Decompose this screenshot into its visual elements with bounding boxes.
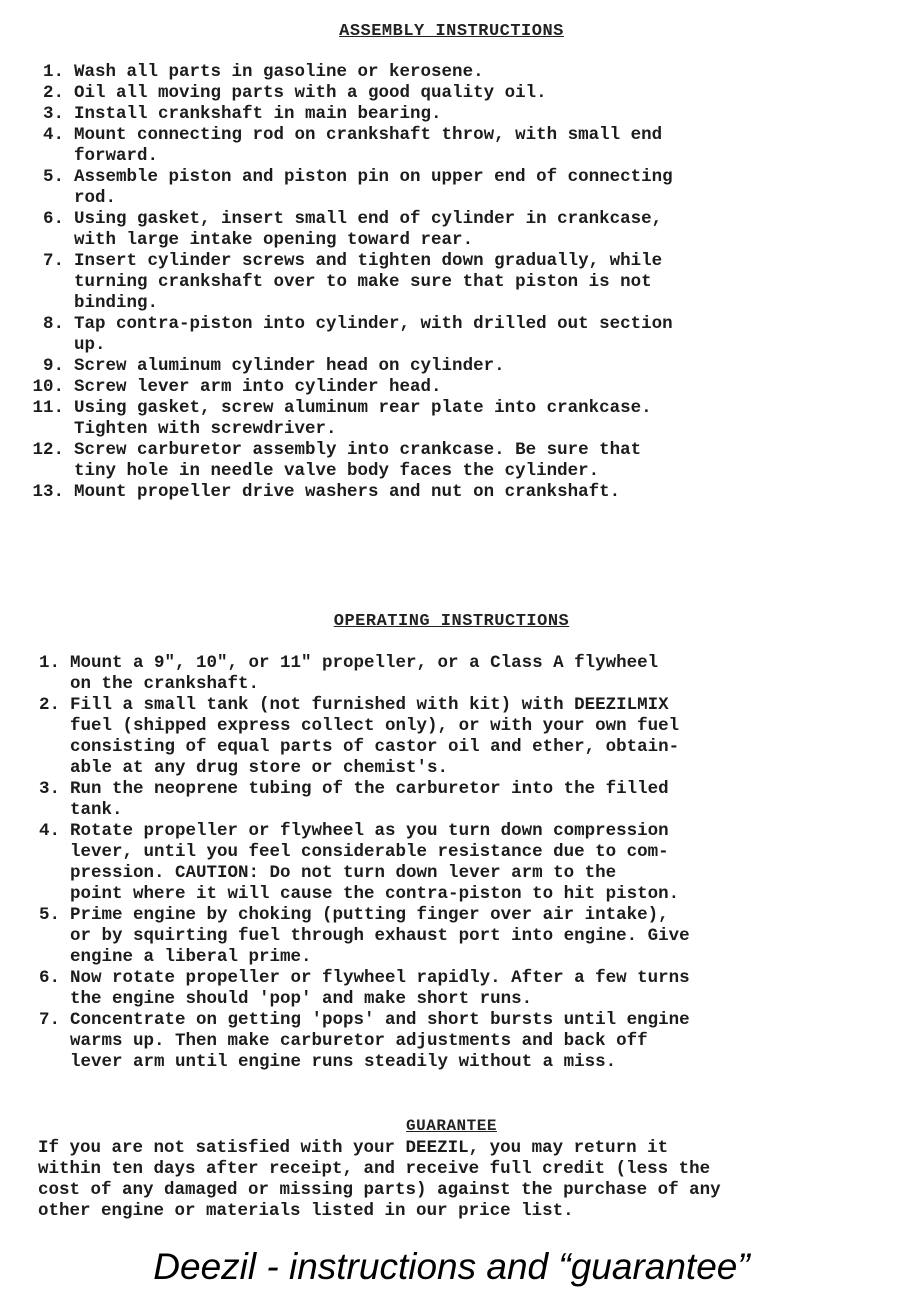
- caption: Deezil - instructions and “guarantee”: [153, 1246, 750, 1287]
- item-text: Using gasket, insert small end of cylinder in crankcase, with large intake opening toward rear.: [74, 209, 663, 250]
- item-text: Run the neoprene tubing of the carburetor into the filled tank.: [70, 779, 669, 820]
- item-text: Mount connecting rod on crankshaft throw, with small end forward.: [74, 125, 663, 166]
- list-item: [12, 482, 832, 503]
- item-text: Rotate propeller or flywheel as you turn down compression lever, until you feel considerable resistance due to com- pression. CAUTION: Do not turn down lever arm to the point where it will cause the contra-piston to hit piston.: [70, 821, 680, 904]
- list-item: [12, 440, 832, 482]
- list-item: [8, 779, 868, 821]
- item-text: Using gasket, screw aluminum rear plate into crankcase. Tighten with screwdriver.: [74, 398, 652, 439]
- item-text: Insert cylinder screws and tighten down gradually, while turning crankshaft over to make sure that piston is not binding.: [74, 251, 663, 313]
- item-text: Fill a small tank (not furnished with kit) with DEEZILMIX fuel (shipped express collect only), or with your own fuel consisting of equal parts of castor oil and ether, obtain- able at any drug store or chemist's.: [70, 695, 680, 778]
- list-item: [12, 83, 832, 104]
- item-number: 5.: [38, 905, 60, 925]
- list-item: [8, 968, 868, 1010]
- item-text: Install crankshaft in main bearing.: [74, 104, 442, 124]
- item-text: Tap contra-piston into cylinder, with drilled out section up.: [74, 314, 673, 355]
- list-item: [12, 125, 832, 167]
- item-number: 8.: [42, 314, 64, 334]
- assembly-list: [12, 62, 832, 503]
- list-item: [12, 167, 832, 209]
- list-item: [8, 653, 868, 695]
- list-item: [12, 209, 832, 251]
- item-text: Prime engine by choking (putting finger over air intake), or by squirting fuel through exhaust port into engine. Give engine a liberal prime.: [70, 905, 690, 967]
- list-item: [12, 398, 832, 440]
- item-number: 7.: [38, 1010, 60, 1030]
- item-number: 2.: [42, 83, 64, 103]
- item-number: 1.: [42, 62, 64, 82]
- item-number: 6.: [38, 968, 60, 988]
- item-number: 5.: [42, 167, 64, 187]
- item-number: 10.: [32, 377, 64, 397]
- item-number: 3.: [42, 104, 64, 124]
- list-item: [12, 314, 832, 356]
- list-item: [12, 356, 832, 377]
- guarantee-text: If you are not satisfied with your DEEZIL, you may return it within ten days after receipt, and receive full credit (less the cost of any damaged or missing parts) against the purchase of any other engine or materials listed in our price list.: [38, 1138, 721, 1221]
- list-item: [12, 251, 832, 314]
- item-number: 2.: [38, 695, 60, 715]
- item-number: 12.: [32, 440, 64, 460]
- guarantee-title: GUARANTEE: [406, 1117, 497, 1135]
- item-number: 7.: [42, 251, 64, 271]
- list-item: [12, 104, 832, 125]
- item-number: 4.: [42, 125, 64, 145]
- assembly-title: ASSEMBLY INSTRUCTIONS: [339, 22, 564, 41]
- item-text: Oil all moving parts with a good quality oil.: [74, 83, 547, 103]
- item-text: Mount propeller drive washers and nut on crankshaft.: [74, 482, 621, 502]
- list-item: [8, 821, 868, 905]
- list-item: [8, 695, 868, 779]
- item-text: Screw aluminum cylinder head on cylinder.: [74, 356, 505, 376]
- operating-list: [8, 653, 868, 1073]
- operating-title: OPERATING INSTRUCTIONS: [333, 612, 570, 631]
- item-number: 4.: [38, 821, 60, 841]
- list-item: [12, 377, 832, 398]
- item-text: Now rotate propeller or flywheel rapidly. After a few turns the engine should 'pop' and make short runs.: [70, 968, 690, 1009]
- item-number: 9.: [42, 356, 64, 376]
- list-item: [12, 62, 832, 83]
- item-text: Mount a 9", 10", or 11" propeller, or a Class A flywheel on the crankshaft.: [70, 653, 659, 694]
- item-text: Wash all parts in gasoline or kerosene.: [74, 62, 484, 82]
- item-text: Assemble piston and piston pin on upper end of connecting rod.: [74, 167, 673, 208]
- item-text: Screw lever arm into cylinder head.: [74, 377, 442, 397]
- list-item: [8, 1010, 868, 1073]
- item-number: 1.: [38, 653, 60, 673]
- item-number: 3.: [38, 779, 60, 799]
- item-number: 13.: [32, 482, 64, 502]
- item-number: 6.: [42, 209, 64, 229]
- item-text: Screw carburetor assembly into crankcase. Be sure that tiny hole in needle valve body faces the cylinder.: [74, 440, 642, 481]
- item-text: Concentrate on getting 'pops' and short bursts until engine warms up. Then make carburetor adjustments and back off lever arm until engine runs steadily without a miss.: [70, 1010, 690, 1072]
- item-number: 11.: [32, 398, 64, 418]
- list-item: [8, 905, 868, 968]
